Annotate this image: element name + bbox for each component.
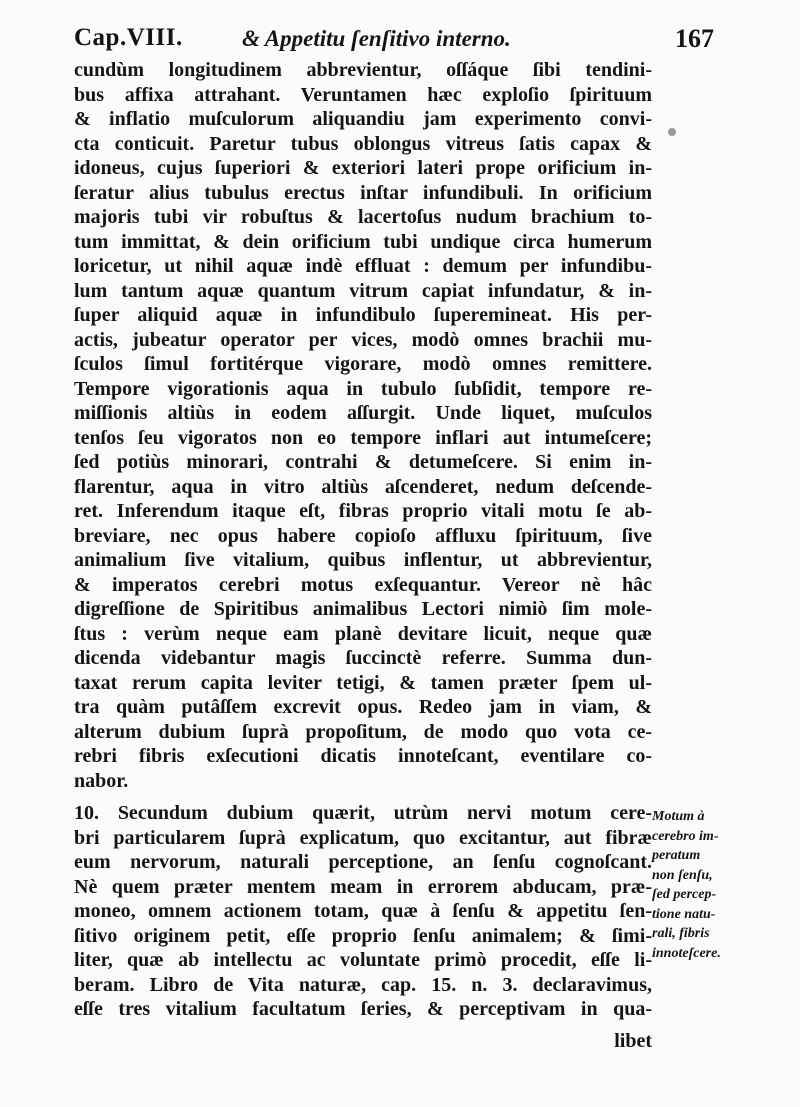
text-line: & imperatos cerebri motus exſequantur. Vereor nè hâc [74, 573, 652, 596]
margin-line: tione natu- [652, 906, 716, 922]
margin-line: non ſenſu, [652, 867, 713, 883]
text-line: ret. Inferendum itaque eſt, fibras proprio vitali motu ſe ab- [74, 500, 652, 522]
text-line: idoneus, cujus ſuperiori & exteriori lateri prope orificium in- [74, 157, 652, 179]
text-line: taxat rerum capita leviter tetigi, & tamen præter ſpem ul- [74, 671, 652, 694]
margin-line: peratum [652, 848, 701, 863]
paragraph-continued [74, 58, 652, 793]
ink-smudge [668, 128, 676, 136]
text-line: & inflatio muſculorum aliquandiu jam experimento convi- [74, 108, 652, 130]
text-line: alterum dubium ſuprà propoſitum, de modo quo vota ce- [74, 720, 652, 743]
text-line: eſſe tres vitalium facultatum ſeries, & perceptivam in qua- [74, 998, 652, 1020]
body-text [74, 58, 652, 1022]
text-line: liter, quæ ab intellectu ac voluntate primò procedit, eſſe li- [74, 949, 652, 971]
catchword: libet [614, 1030, 652, 1052]
text-line: ſed potiùs minorari, contrahi & detumeſcere. Si enim in- [74, 451, 652, 473]
text-line: animalium ſive vitalium, quibus inflentur, ut abbrevientur, [74, 549, 652, 571]
marginal-note [652, 807, 782, 963]
text-line: beram. Libro de Vita naturæ, cap. 15. n. 3. declaravimus, [74, 973, 652, 996]
margin-line: ſed percep- [652, 887, 717, 902]
text-line: ſtus : verùm neque eam planè devitare licuit, neque quæ [74, 622, 652, 645]
running-header [74, 20, 714, 60]
text-line: breviare, nec opus habere copioſo affluxu ſpirituum, ſive [74, 524, 652, 547]
text-line: Nè quem præter mentem meam in errorem abducam, præ- [74, 875, 652, 898]
text-line: miſſionis altiùs in eodem aſſurgit. Unde liquet, muſculos [74, 402, 652, 424]
text-line: cta conticuit. Paretur tubus oblongus vitreus ſatis capax & [74, 132, 652, 155]
paragraph-10 [74, 801, 652, 1022]
page-number: 167 [675, 24, 714, 53]
text-line: bri particularem ſuprà explicatum, quo excitantur, aut fibræ [74, 826, 652, 849]
text-line: lum tantum aquæ quantum vitrum capiat infundatur, & in- [74, 279, 652, 302]
text-line: Tempore vigorationis aqua in tubulo ſubſidit, tempore re- [74, 377, 652, 400]
margin-line: rali, fibris [652, 926, 710, 941]
text-line: cundùm longitudinem abbrevientur, oſſáque ſibi tendini- [74, 59, 652, 81]
margin-line: cerebro im- [652, 828, 719, 844]
text-line: loricetur, ut nihil aquæ indè effluat : demum per infundibu- [74, 255, 652, 277]
text-line: tra quàm putâſſem excrevit opus. Redeo jam in viam, & [74, 696, 652, 718]
text-line: dicenda videbantur magis ſuccinctè referre. Summa dun- [74, 647, 652, 669]
text-line: rebri fibris exſecutioni dicatis innoteſcant, eventilare co- [74, 745, 652, 767]
chapter-label: Cap.VIII. [74, 24, 183, 51]
text-line: bus affixa attrahant. Veruntamen hæc exploſio ſpirituum [74, 83, 652, 106]
text-line: flarentur, aqua in vitro altiùs aſcenderet, nedum deſcende- [74, 475, 652, 498]
margin-line: innoteſcere. [652, 945, 721, 961]
running-title: & Appetitu ſenſitivo interno. [242, 26, 511, 51]
text-line: tenſos ſeu vigoratos non eo tempore inflari aut intumeſcere; [74, 426, 652, 449]
text-line: eum nervorum, naturali perceptione, an ſenſu cognoſcant. [74, 851, 652, 873]
margin-line: Motum à [652, 809, 705, 824]
text-line: ſitivo originem petit, eſſe proprio ſenſu animalem; & ſimi- [74, 924, 652, 947]
text-line: ſeratur alius tubulus erectus inſtar infundibuli. In orificium [74, 181, 652, 204]
text-line: majoris tubi vir robuſtus & lacertoſus nudum brachium to- [74, 206, 652, 228]
text-line: 10. Secundum dubium quærit, utrùm nervi motum cere- [74, 802, 652, 824]
text-line: ſculos ſimul fortitérque vigorare, modò omnes remittere. [74, 353, 652, 375]
text-line: actis, jubeatur operator per vices, modò omnes brachii mu- [74, 328, 652, 351]
text-line: moneo, omnem actionem totam, quæ à ſenſu & appetitu ſen- [74, 900, 652, 922]
text-line: ſuper aliquid aquæ in infundibulo ſuperemineat. His per- [74, 304, 652, 326]
text-line: digreſſione de Spiritibus animalibus Lectori nimiò ſim mole- [74, 598, 652, 620]
text-line: nabor. [74, 769, 129, 792]
text-line: tum immittat, & dein orificium tubi undique circa humerum [74, 230, 652, 253]
